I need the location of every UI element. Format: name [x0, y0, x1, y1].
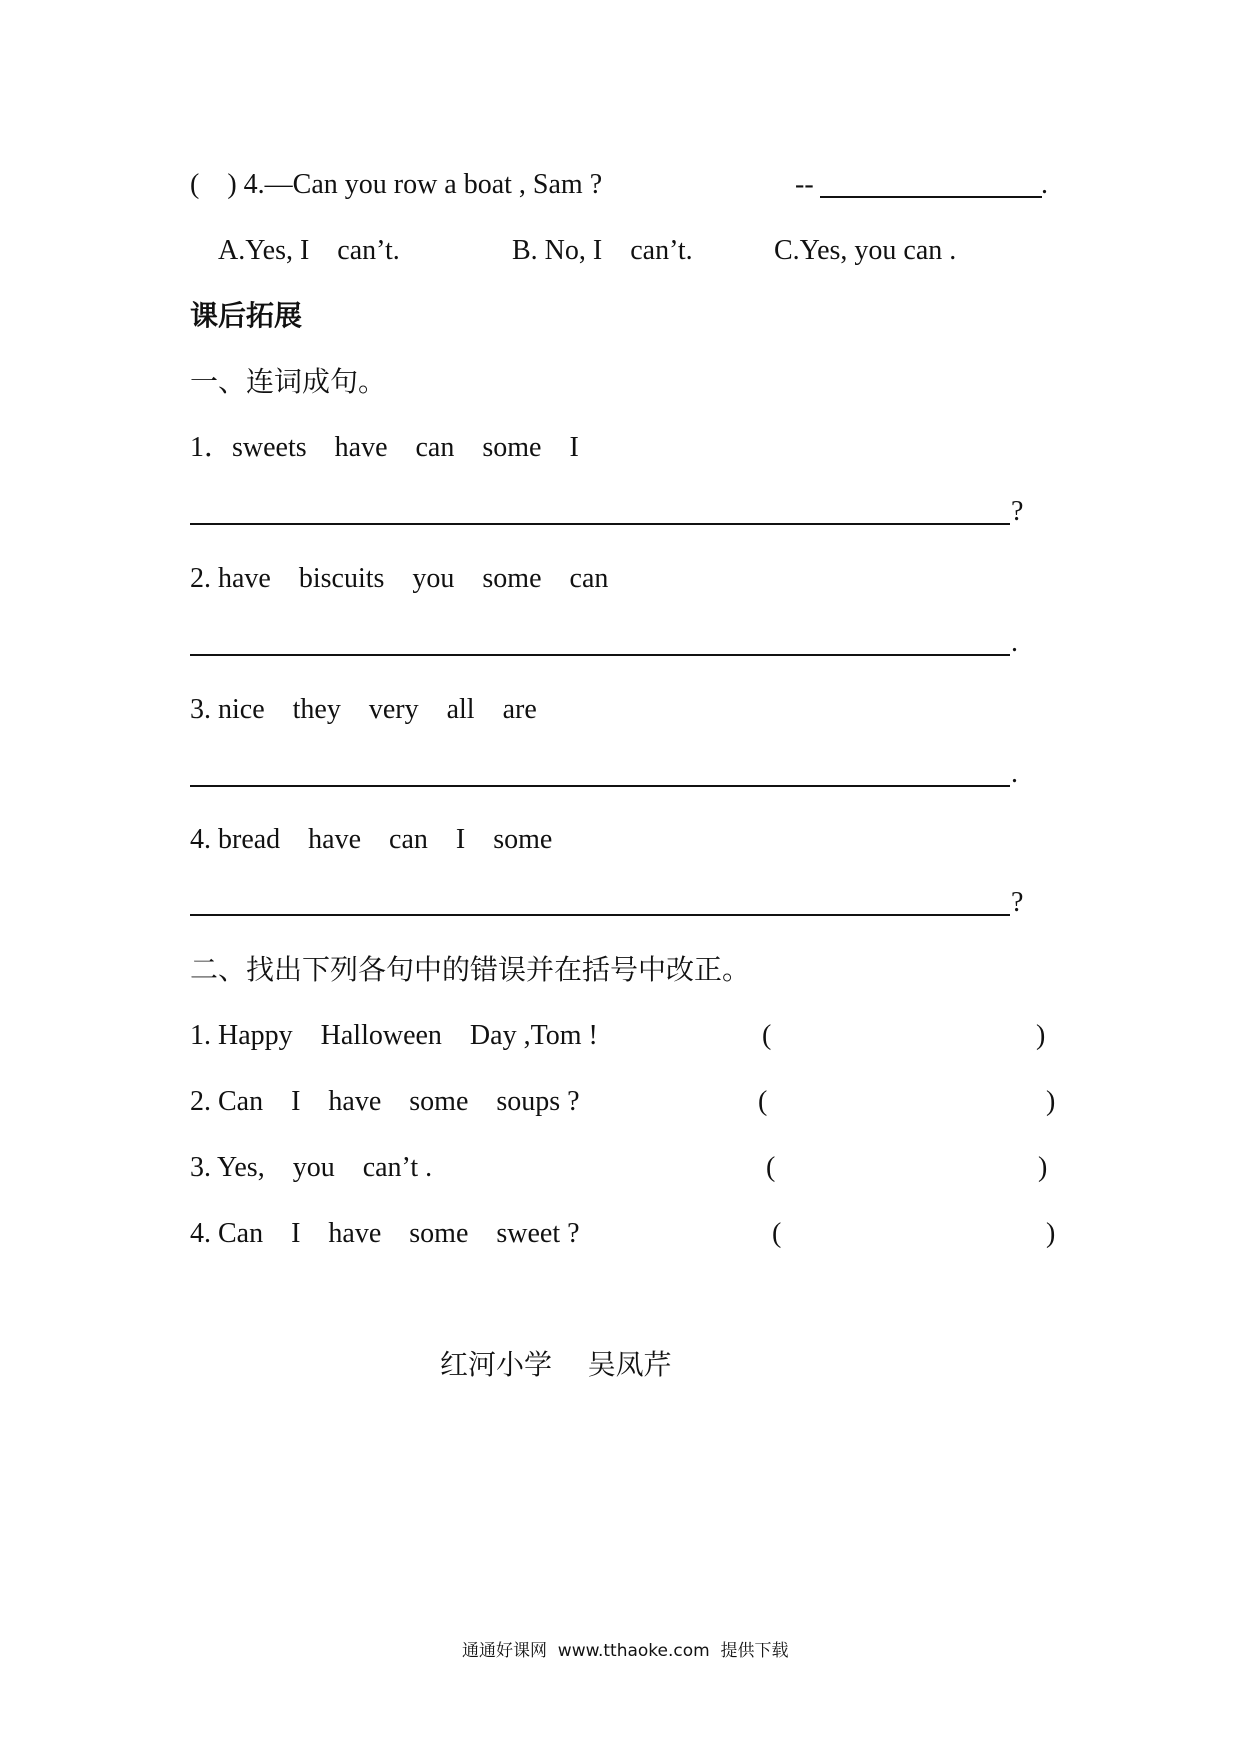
part2-item-4-open-paren: ( [772, 1218, 782, 1249]
part1-item-4-prompt: 4. bread have can I some [190, 824, 553, 855]
part1-item-2-prompt: 2. have biscuits you some can [190, 563, 609, 594]
part1-item-2-end-mark: . [1011, 627, 1018, 658]
part2-item-3-close-paren: ) [1038, 1152, 1048, 1183]
part1-item-1-blank [190, 523, 1010, 525]
part1-item-2-blank [190, 654, 1010, 656]
part2-item-1-close-paren: ) [1036, 1020, 1046, 1051]
part1-item-4-end-mark: ? [1011, 887, 1024, 918]
part1-item-3-blank [190, 785, 1010, 787]
part2-item-1-sentence: 1. Happy Halloween Day ,Tom ! [190, 1020, 598, 1051]
question-4-answer-prefix: -- [795, 169, 814, 200]
part1-item-1-prompt: 1．sweets have can some I [190, 432, 579, 463]
page-footer: 通通好课网 www.tthaoke.com 提供下载 [462, 1641, 789, 1661]
question-4-answer-end: . [1041, 169, 1048, 200]
question-4-answer-blank [820, 196, 1042, 198]
part2-item-3-sentence: 3. Yes, you can’t . [190, 1152, 433, 1183]
option-a: A.Yes, I can’t. [218, 235, 400, 266]
part2-item-1-open-paren: ( [762, 1020, 772, 1051]
part1-item-3-end-mark: . [1011, 758, 1018, 789]
option-b: B. No, I can’t. [512, 235, 693, 266]
question-4-stem: ( ) 4.—Can you row a boat , Sam ? [190, 169, 603, 200]
part1-item-3-prompt: 3. nice they very all are [190, 694, 537, 725]
part2-item-3-open-paren: ( [766, 1152, 776, 1183]
part2-item-4-close-paren: ) [1046, 1218, 1056, 1249]
section-title: 课后拓展 [190, 299, 303, 332]
part2-item-2-open-paren: ( [758, 1086, 768, 1117]
part2-item-4-sentence: 4. Can I have some sweet ? [190, 1218, 580, 1249]
part1-title: 一、连词成句。 [190, 365, 387, 398]
signature: 红河小学 吴凤芹 [440, 1348, 672, 1381]
part2-item-2-sentence: 2. Can I have some soups ? [190, 1086, 580, 1117]
part1-item-1-end-mark: ? [1011, 496, 1024, 527]
part2-item-2-close-paren: ) [1046, 1086, 1056, 1117]
part2-title: 二、找出下列各句中的错误并在括号中改正。 [190, 953, 751, 986]
part1-item-4-blank [190, 914, 1010, 916]
option-c: C.Yes, you can . [774, 235, 957, 266]
